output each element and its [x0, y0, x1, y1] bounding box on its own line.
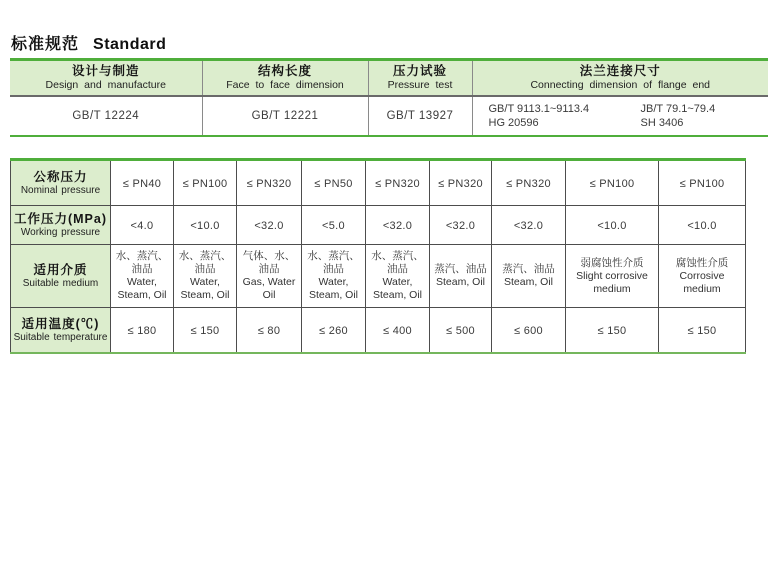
working-pressure-7: <10.0 [597, 220, 627, 232]
suitable-medium-cell [174, 245, 237, 308]
medium-0-zh: 水、蒸汽、油品 [115, 250, 169, 275]
suitable-temperature-cell [492, 308, 566, 354]
working-pressure-cell [302, 206, 366, 245]
nominal-pressure-3: ≤ PN50 [314, 178, 353, 190]
nominal-pressure-5: ≤ PN320 [438, 178, 483, 190]
suitable-temperature-cell [659, 308, 746, 354]
suitable-temperature-cell [566, 308, 659, 354]
suitable-medium-cell [237, 245, 302, 308]
rowhead-medium-en: Suitable medium [22, 278, 99, 289]
std-header-design-en: Design and manufacture [45, 79, 166, 91]
standard-table [10, 58, 768, 137]
medium-5-en: Steam, Oil [435, 276, 485, 288]
std-value-face-to-face [202, 96, 368, 136]
std-value-face-to-face-text: GB/T 12221 [251, 110, 319, 122]
suitable-temperature-cell [111, 308, 174, 354]
nominal-pressure-cell [430, 160, 492, 206]
nominal-pressure-cell [302, 160, 366, 206]
working-pressure-cell [174, 206, 237, 245]
nominal-pressure-8: ≤ PN100 [679, 178, 725, 190]
suitable-temperature-cell [366, 308, 430, 354]
spec-row-suitable-temperature [11, 308, 746, 354]
rowhead-working-en: Working pressure [20, 227, 101, 238]
suitable-temperature-cell [174, 308, 237, 354]
flange-standards [475, 102, 767, 130]
medium-7-zh: 弱腐蚀性介质 [580, 256, 644, 269]
std-header-face-to-face-en: Face to face dimension [226, 79, 344, 91]
standard-table-header-row [10, 60, 768, 97]
working-pressure-cell [492, 206, 566, 245]
page-title [11, 31, 166, 54]
spec-row-working-pressure [11, 206, 746, 245]
page-title-en: Standard [93, 36, 167, 53]
std-header-design-zh: 设计与制造 [71, 64, 140, 78]
spec-rowhead-suitable-medium [11, 245, 111, 308]
rowhead-working-zh: 工作压力(MPa) [13, 212, 108, 226]
standard-table-value-row [10, 96, 768, 136]
medium-3-zh: 水、蒸汽、油品 [307, 250, 360, 275]
std-header-face-to-face [202, 60, 368, 97]
spec-rowhead-working-pressure [11, 206, 111, 245]
medium-4-en: Water, Steam, Oil [372, 276, 422, 301]
medium-4-zh: 水、蒸汽、油品 [371, 250, 424, 275]
working-pressure-cell [237, 206, 302, 245]
medium-8-en: Corrosive medium [679, 269, 725, 295]
medium-7-en: Slight corrosive medium [576, 269, 648, 295]
nominal-pressure-cell [174, 160, 237, 206]
suitable-medium-cell [111, 245, 174, 308]
spec-row-nominal-pressure [11, 160, 746, 206]
suitable-medium-cell [302, 245, 366, 308]
suitable-medium-cell [566, 245, 659, 308]
rowhead-temp-zh: 适用温度(℃) [21, 317, 100, 331]
spec-rowhead-nominal-pressure [11, 160, 111, 206]
std-value-design-text: GB/T 12224 [72, 110, 140, 122]
std-header-flange [472, 60, 768, 97]
working-pressure-cell [430, 206, 492, 245]
rowhead-medium-zh: 适用介质 [33, 263, 88, 277]
temperature-8: ≤ 150 [687, 325, 717, 337]
working-pressure-8: <10.0 [687, 220, 717, 232]
temperature-4: ≤ 400 [383, 325, 412, 337]
medium-6-en: Steam, Oil [503, 276, 553, 288]
rowhead-temp-en: Suitable temperature [13, 332, 108, 343]
nominal-pressure-cell [237, 160, 302, 206]
temperature-1: ≤ 150 [190, 325, 220, 337]
std-header-flange-zh: 法兰连接尺寸 [579, 64, 661, 78]
suitable-temperature-cell [430, 308, 492, 354]
nominal-pressure-cell [659, 160, 746, 206]
std-header-pressure-test-en: Pressure test [387, 79, 453, 91]
medium-6-zh: 蒸汽、油品 [502, 263, 555, 275]
nominal-pressure-4: ≤ PN320 [375, 178, 420, 190]
std-value-design [10, 96, 202, 136]
spec-table [10, 158, 746, 354]
medium-5-zh: 蒸汽、油品 [434, 263, 487, 275]
medium-3-en: Water, Steam, Oil [308, 276, 358, 301]
std-header-face-to-face-zh: 结构长度 [257, 64, 312, 78]
nominal-pressure-2: ≤ PN320 [246, 178, 292, 190]
rowhead-nominal-zh: 公称压力 [33, 170, 88, 184]
nominal-pressure-6: ≤ PN320 [506, 178, 551, 190]
medium-1-zh: 水、蒸汽、油品 [178, 250, 232, 275]
std-header-pressure-test [368, 60, 472, 97]
flange-standards-right [641, 102, 761, 130]
spec-rowhead-suitable-temperature [11, 308, 111, 354]
suitable-temperature-cell [302, 308, 366, 354]
suitable-medium-cell [366, 245, 430, 308]
rowhead-nominal-en: Nominal pressure [20, 185, 101, 196]
working-pressure-cell [659, 206, 746, 245]
nominal-pressure-cell [366, 160, 430, 206]
std-value-pressure-test [368, 96, 472, 136]
flange-right-line1: JB/T 79.1~79.4 [640, 103, 716, 115]
std-header-design [10, 60, 202, 97]
temperature-0: ≤ 180 [127, 325, 157, 337]
std-value-pressure-test-text: GB/T 13927 [386, 110, 454, 122]
nominal-pressure-cell [492, 160, 566, 206]
flange-left-line2: HG 20596 [488, 117, 539, 129]
working-pressure-cell [566, 206, 659, 245]
std-header-flange-en: Connecting dimension of flange end [530, 79, 711, 91]
temperature-3: ≤ 260 [319, 325, 348, 337]
working-pressure-cell [366, 206, 430, 245]
page-title-zh: 标准规范 [11, 36, 80, 53]
working-pressure-0: <4.0 [130, 220, 154, 232]
temperature-2: ≤ 80 [257, 325, 281, 337]
temperature-5: ≤ 500 [446, 325, 475, 337]
working-pressure-cell [111, 206, 174, 245]
flange-standards-left [489, 102, 641, 130]
medium-2-zh: 气体、水、油品 [242, 250, 296, 275]
suitable-medium-cell [492, 245, 566, 308]
std-value-flange [472, 96, 768, 136]
flange-left-line1: GB/T 9113.1~9113.4 [488, 103, 590, 115]
nominal-pressure-0: ≤ PN40 [122, 178, 162, 190]
working-pressure-3: <5.0 [322, 220, 345, 232]
working-pressure-6: <32.0 [513, 220, 544, 232]
medium-0-en: Water, Steam, Oil [117, 276, 167, 301]
temperature-6: ≤ 600 [514, 325, 543, 337]
nominal-pressure-1: ≤ PN100 [182, 178, 228, 190]
temperature-7: ≤ 150 [597, 325, 627, 337]
suitable-temperature-cell [237, 308, 302, 354]
working-pressure-1: <10.0 [190, 220, 220, 232]
medium-2-en: Gas, Water Oil [242, 276, 296, 301]
nominal-pressure-cell [111, 160, 174, 206]
medium-8-zh: 腐蚀性介质 [675, 256, 729, 269]
spec-row-suitable-medium [11, 245, 746, 308]
working-pressure-5: <32.0 [445, 220, 476, 232]
working-pressure-2: <32.0 [254, 220, 284, 232]
working-pressure-4: <32.0 [382, 220, 413, 232]
medium-1-en: Water, Steam, Oil [180, 276, 230, 301]
std-header-pressure-test-zh: 压力试验 [392, 64, 447, 78]
suitable-medium-cell [430, 245, 492, 308]
flange-right-line2: SH 3406 [640, 117, 684, 129]
nominal-pressure-cell [566, 160, 659, 206]
suitable-medium-cell [659, 245, 746, 308]
nominal-pressure-7: ≤ PN100 [589, 178, 635, 190]
